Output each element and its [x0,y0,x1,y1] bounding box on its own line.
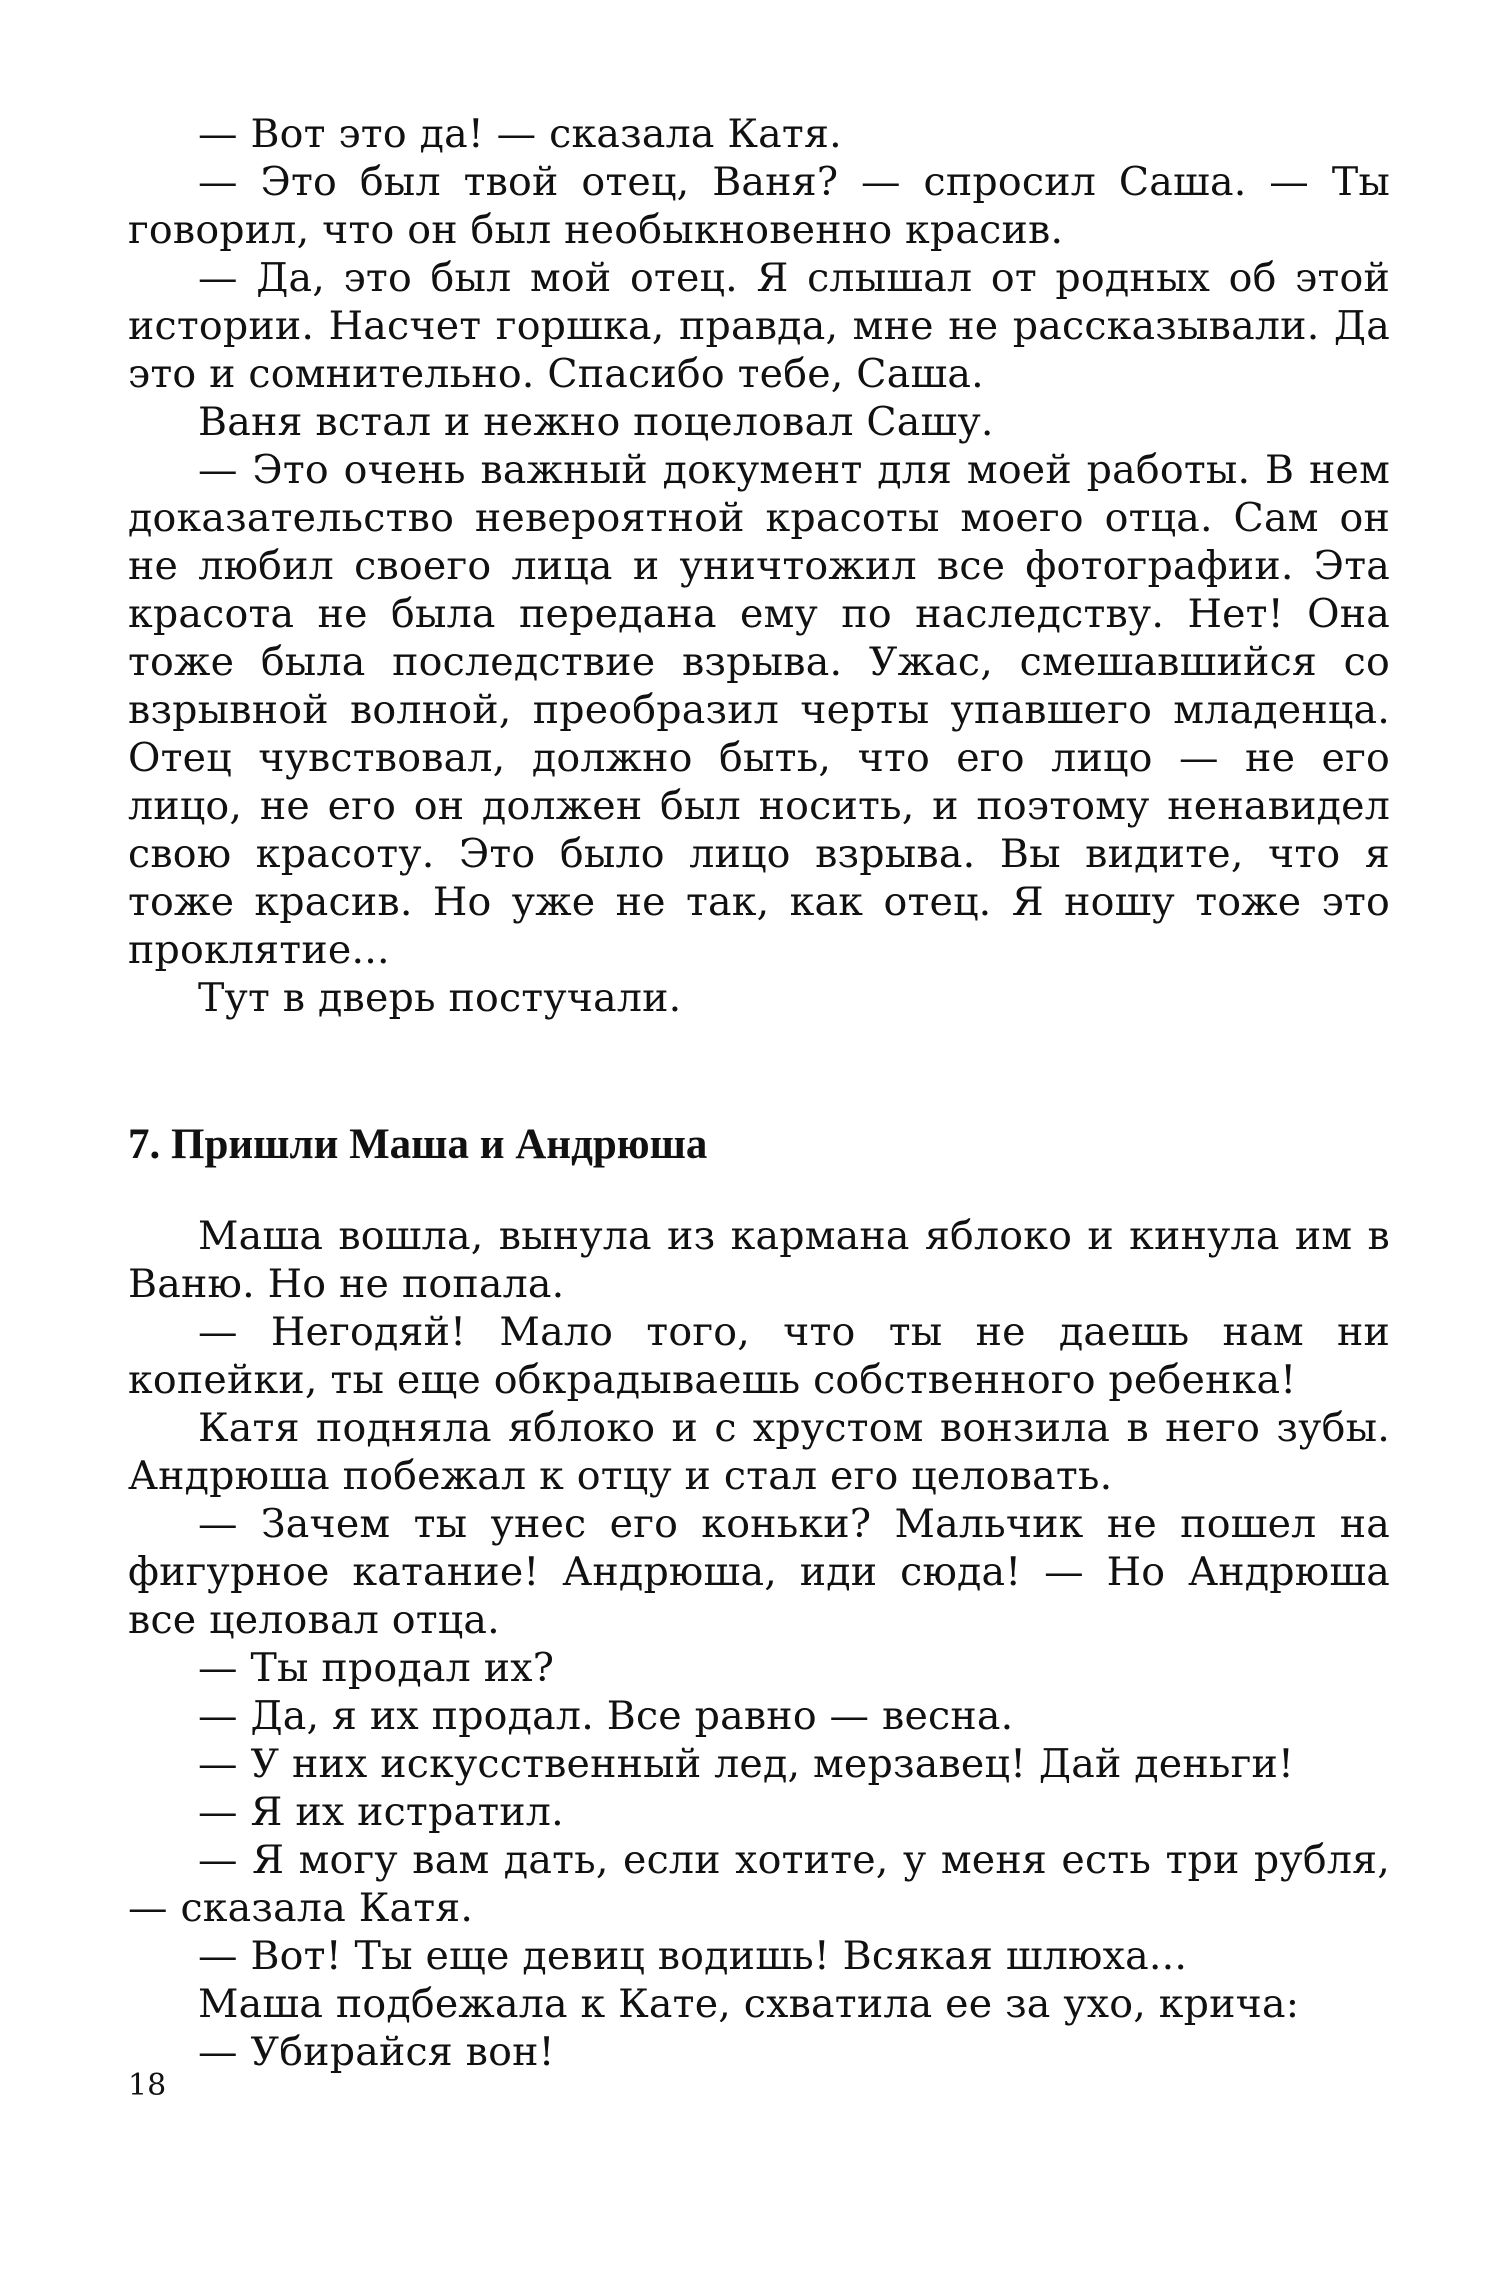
text-block-after-heading [128,1212,1390,2076]
text-block-before-heading [128,110,1390,1022]
paragraph: — Убирайся вон! [198,2029,555,2075]
paragraph: — Да, я их продал. Все равно — весна. [198,1693,1014,1739]
paragraph: — Негодяй! Мало того, что ты не даешь нам ни копейки, ты еще обкрадываешь собственного ребенка! [128,1309,1390,1403]
paragraph: — Я их истратил. [198,1789,564,1835]
paragraph: — Ты продал их? [198,1645,555,1691]
page-number: 18 [128,2068,167,2103]
section-heading: 7. Пришли Маша и Андрюша [128,1121,708,1168]
paragraph: — Да, это был мой отец. Я слышал от родных об этой истории. Насчет горшка, правда, мне не рассказывали. Да это и сомнительно. Спасибо тебе, Саша. [128,255,1390,397]
paragraph: — У них искусственный лед, мерзавец! Дай деньги! [198,1741,1295,1787]
paragraph: — Это очень важный документ для моей работы. В нем доказательство невероятной красоты моего отца. Сам он не любил своего лица и уничтожил все фотографии. Эта красота не была передана ему по наследству. Нет! Она тоже была последствие взрыва. Ужас, смешавшийся со взрывной волной, преобразил черты упавшего младенца. Отец чувствовал, должно быть, что его лицо — не его лицо, не его он должен был носить, и поэтому ненавидел свою красоту. Это было лицо взрыва. Вы видите, что я тоже красив. Но уже не так, как отец. Я ношу тоже это проклятие... [128,447,1390,973]
paragraph: — Вот это да! — сказала Катя. [198,111,842,157]
paragraph: Ваня встал и нежно поцеловал Сашу. [198,399,994,445]
paragraph: Маша вошла, вынула из кармана яблоко и кинула им в Ваню. Но не попала. [128,1213,1390,1307]
paragraph: — Вот! Ты еще девиц водишь! Всякая шлюха... [198,1933,1188,1979]
paragraph: — Я могу вам дать, если хотите, у меня есть три рубля, — сказала Катя. [128,1837,1390,1931]
paragraph: Катя подняла яблоко и с хрустом вонзила в него зубы. Андрюша побежал к отцу и стал его целовать. [128,1405,1390,1499]
paragraph: — Это был твой отец, Ваня? — спросил Саша. — Ты говорил, что он был необыкновенно красив. [128,159,1390,253]
section-heading-block [128,1120,1390,1170]
paragraph: Тут в дверь постучали. [198,975,682,1021]
paragraph: — Зачем ты унес его коньки? Мальчик не пошел на фигурное катание! Андрюша, иди сюда! — Но Андрюша все целовал отца. [128,1501,1390,1643]
paragraph: Маша подбежала к Кате, схватила ее за ухо, крича: [198,1981,1300,2027]
